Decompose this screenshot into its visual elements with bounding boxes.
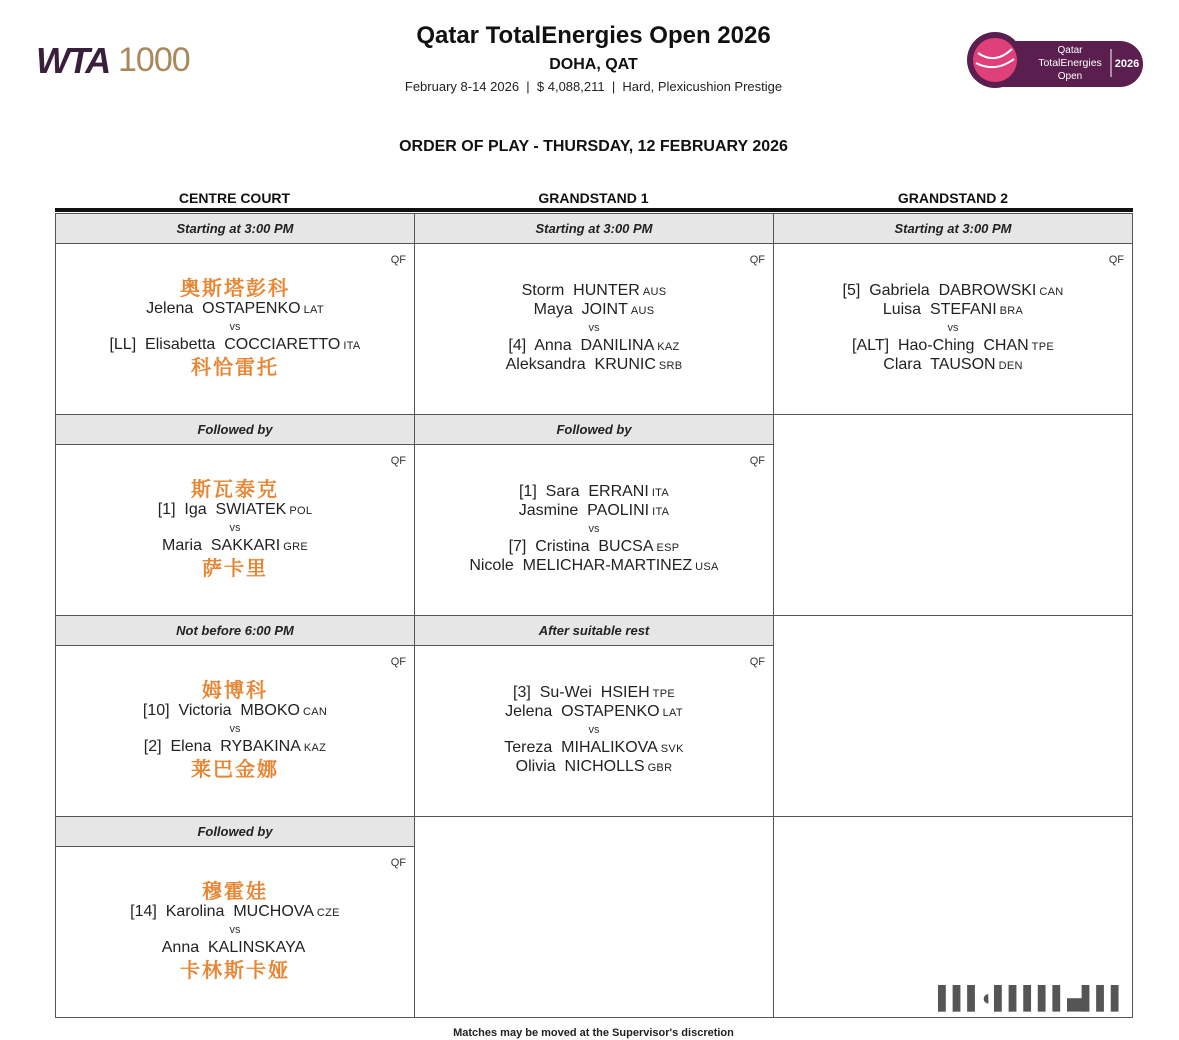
player-line [56,336,414,355]
match-info [415,684,773,777]
player-name: Storm HUNTER [521,282,640,299]
country-code: TPE [1031,341,1054,353]
vs-label: vs [229,321,241,333]
time-bar: Followed by [55,414,415,445]
player-name: Maya JOINT [533,301,628,318]
player-name: [2] Elena RYBAKINA [143,738,301,755]
round-label: QF [1108,254,1124,266]
player-name: [4] Anna DANILINA [508,337,655,354]
round-label: QF [390,656,406,668]
match-info [56,276,414,379]
player-line [56,702,414,721]
tournament-city: DOHA, QAT [549,56,638,73]
player-line [56,903,414,922]
player-name: Clara TAUSON [883,356,996,373]
chinese-name: 莱巴金娜 [191,757,279,781]
header-divider [55,208,1133,212]
player-line [56,738,414,757]
player-line [56,537,414,556]
country-code: TPE [652,688,675,700]
player-name: Tereza MIHALIKOVA [504,739,658,756]
match-info [415,483,773,576]
player-line [415,282,773,301]
match-cell [55,444,415,616]
country-code: DEN [998,360,1023,372]
vs-label: vs [229,723,241,735]
chinese-name: 穆霍娃 [202,879,268,903]
match-cell [55,846,415,1018]
player-line [415,739,773,758]
logo-year: 2026 [1114,58,1140,70]
country-code: ITA [343,340,361,352]
match-info [415,282,773,375]
player-line [774,356,1132,375]
qatar-totalenergies-open-logo [966,31,1144,88]
time-bar: Followed by [414,414,774,445]
player-name: [7] Cristina BUCSA [508,538,654,555]
player-line [415,483,773,502]
vs-label: vs [947,322,959,334]
chinese-name: 科恰雷托 [191,355,279,379]
player-name: [5] Gabriela DABROWSKI [842,282,1037,299]
player-name: Luisa STEFANI [882,301,997,318]
match-info [56,678,414,781]
watermark-glyphs: ▌▌▌◐▌▌▌▌▌▄▌▌▌ [938,985,1126,1010]
match-info [56,477,414,580]
round-label: QF [390,254,406,266]
player-name: [1] Iga SWIATEK [157,501,287,518]
match-info [56,879,414,982]
vs-label: vs [229,924,241,936]
round-label: QF [390,455,406,467]
vs-label: vs [229,522,241,534]
footer-note: Matches may be moved at the Supervisor's discretion [453,1027,734,1039]
match-cell [414,645,774,817]
time-bar: Not before 6:00 PM [55,615,415,646]
country-code: CAN [302,706,328,718]
logo-line-open: Open [1057,71,1083,82]
country-code: KAZ [657,341,680,353]
player-name: Jelena OSTAPENKO [505,703,660,720]
court-header-grandstand-1: GRANDSTAND 1 [538,190,649,206]
country-code: POL [289,505,313,517]
logo-line-qatar: Qatar [1057,45,1083,56]
time-bar: Starting at 3:00 PM [55,213,415,244]
time-bar: After suitable rest [414,615,774,646]
tournament-title: Qatar TotalEnergies Open 2026 [416,22,771,49]
logo-line-totalenergies: TotalEnergies [1038,57,1102,69]
round-label: QF [390,857,406,869]
country-code: LAT [662,707,683,719]
player-line [56,501,414,520]
player-name: Nicole MELICHAR-MARTINEZ [469,557,693,574]
vs-label: vs [588,523,600,535]
order-of-play-heading: ORDER OF PLAY - THURSDAY, 12 FEBRUARY 2026 [399,138,788,155]
player-line [56,300,414,319]
player-line [415,703,773,722]
chinese-name: 奥斯塔彭科 [180,276,290,300]
round-label: QF [749,656,765,668]
empty-slot [773,414,1133,617]
player-line [415,557,773,576]
match-cell [773,243,1133,415]
player-name: Jelena OSTAPENKO [146,300,301,317]
time-bar: Followed by [55,816,415,847]
country-code: GRE [283,541,308,553]
vs-label: vs [588,322,600,334]
match-cell [55,243,415,415]
player-line [774,337,1132,356]
chinese-name: 斯瓦泰克 [191,477,279,501]
country-code: USA [695,561,719,573]
player-line [415,538,773,557]
country-code: CZE [316,907,340,919]
chinese-name: 萨卡里 [202,556,268,580]
country-code: ITA [651,487,670,499]
chinese-name: 姆博科 [202,678,268,702]
player-name: Olivia NICHOLLS [515,758,645,775]
country-code: LAT [303,304,324,316]
player-name: Jasmine PAOLINI [518,502,650,519]
player-line [415,301,773,320]
empty-slot [773,615,1133,818]
country-code: CAN [1039,286,1064,298]
country-code: BRA [999,305,1024,317]
player-name: [1] Sara ERRANI [518,483,649,500]
player-name: [14] Karolina MUCHOVA [130,903,314,920]
country-code: AUS [630,305,655,317]
player-line [415,684,773,703]
court-header-centre: CENTRE COURT [178,190,291,206]
player-name: [LL] Elisabetta COCCIARETTO [109,336,341,353]
player-name: [ALT] Hao-Ching CHAN [852,337,1029,354]
wta-logo-number: 1000 [118,41,190,79]
player-line [774,301,1132,320]
time-bar: Starting at 3:00 PM [773,213,1133,244]
player-name: Aleksandra KRUNIC [505,356,656,373]
player-name: Maria SAKKARI [161,537,281,554]
player-line [56,939,414,958]
player-line [774,282,1132,301]
tournament-info: February 8-14 2026 | $ 4,088,211 | Hard, Plexicushion Prestige [404,79,783,94]
chinese-name: 卡林斯卡娅 [180,958,290,982]
empty-slot [414,816,774,1018]
player-line [415,356,773,375]
player-name: Anna KALINSKAYA [161,939,306,956]
round-label: QF [749,455,765,467]
match-info [774,282,1132,375]
round-label: QF [749,254,765,266]
country-code: GBR [647,762,673,774]
player-name: [3] Su-Wei HSIEH [513,684,650,701]
match-cell [414,444,774,616]
player-line [415,502,773,521]
country-code: ESP [656,542,680,554]
country-code: SVK [660,743,684,755]
country-code: SRB [658,360,683,372]
country-code: AUS [642,286,667,298]
country-code: KAZ [303,742,327,754]
player-line [415,758,773,777]
vs-label: vs [588,724,600,736]
player-line [415,337,773,356]
wta-logo-text: WTA [36,40,110,81]
player-name: [10] Victoria MBOKO [142,702,300,719]
match-cell [55,645,415,817]
match-cell [414,243,774,415]
time-bar: Starting at 3:00 PM [414,213,774,244]
country-code: ITA [652,506,670,518]
court-header-grandstand-2: GRANDSTAND 2 [897,190,1009,206]
